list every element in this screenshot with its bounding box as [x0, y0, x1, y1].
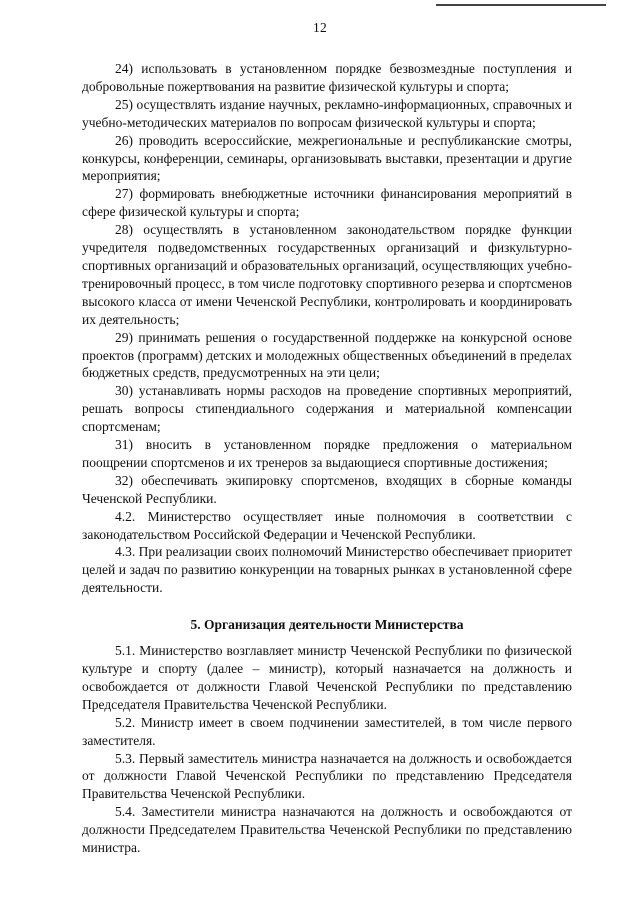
list-item-28: 28) осуществлять в установленном законодательством порядке функции учредителя подведомственных государственных организаций и физкультурно-спортивных организаций и образовательных организаций, осуществляющих учебно-тренировочный процесс, в том числе подготовку спортивного резерва и спортсменов высокого класса от имени Чеченской Республики, контролировать и координировать их деятельность; — [82, 222, 572, 327]
list-item-31: 31) вносить в установленном порядке предложения о материальном поощрении спортсменов и их тренеров за выдающиеся спортивные достижения; — [82, 437, 572, 470]
section-heading: 5. Организация деятельности Министерства — [190, 617, 464, 633]
clause-5-4: 5.4. Заместители министра назначаются на должность и освобождаются от должности Председателем Правительства Чеченской Республики по представлению министра. — [82, 804, 572, 856]
clause-4-2: 4.2. Министерство осуществляет иные полномочия в соответствии с законодательством Российской Федерации и Чеченской Республики. — [82, 508, 572, 542]
page-number: 12 — [312, 20, 328, 35]
list-item-29: 29) принимать решения о государственной поддержке на конкурсной основе проектов (программ) детских и молодежных общественных объединений в пределах бюджетных средств, предусмотренных на эти цели; — [82, 329, 572, 381]
clause-5-1: 5.1. Министерство возглавляет министр Чеченской Республики по физической культуре и спорту (далее – министр), который назначается на должность и освобождается от должности Главой Чеченской Республики по представлению Председателя Правительства Чеченской Республики. — [82, 643, 572, 712]
list-item-27: 27) формировать внебюджетные источники финансирования мероприятий в сфере физической культуры и спорта; — [82, 186, 572, 220]
clause-5-2: 5.2. Министр имеет в своем подчинении заместителей, в том числе первого заместителя. — [82, 714, 572, 748]
list-item-26: 26) проводить всероссийские, межрегиональные и республиканские смотры, конкурсы, конференции, семинары, организовывать выставки, презентации и другие мероприятия; — [82, 132, 572, 184]
list-item-24: 24) использовать в установленном порядке безвозмездные поступления и добровольные пожертвования на развитие физической культуры и спорта; — [82, 61, 572, 94]
list-item-30: 30) устанавливать нормы расходов на проведение спортивных мероприятий, решать вопросы стипендиального содержания и материальной компенсации спортсменам; — [82, 383, 572, 435]
top-rule — [436, 4, 606, 6]
clause-5-3: 5.3. Первый заместитель министра назначается на должность и освобождается от должности Главой Чеченской Республики по представлению Председателя Правительства Чеченской Республики. — [82, 750, 572, 802]
list-item-32: 32) обеспечивать экипировку спортсменов, входящих в сборные команды Чеченской Республики. — [82, 472, 572, 506]
document-body — [82, 60, 572, 857]
list-item-25: 25) осуществлять издание научных, рекламно-информационных, справочных и учебно-методических материалов по вопросам физической культуры и спорта; — [82, 96, 572, 130]
clause-4-3: 4.3. При реализации своих полномочий Министерство обеспечивает приоритет целей и задач по развитию конкуренции на товарных рынках в установленной сфере деятельности. — [82, 544, 572, 596]
